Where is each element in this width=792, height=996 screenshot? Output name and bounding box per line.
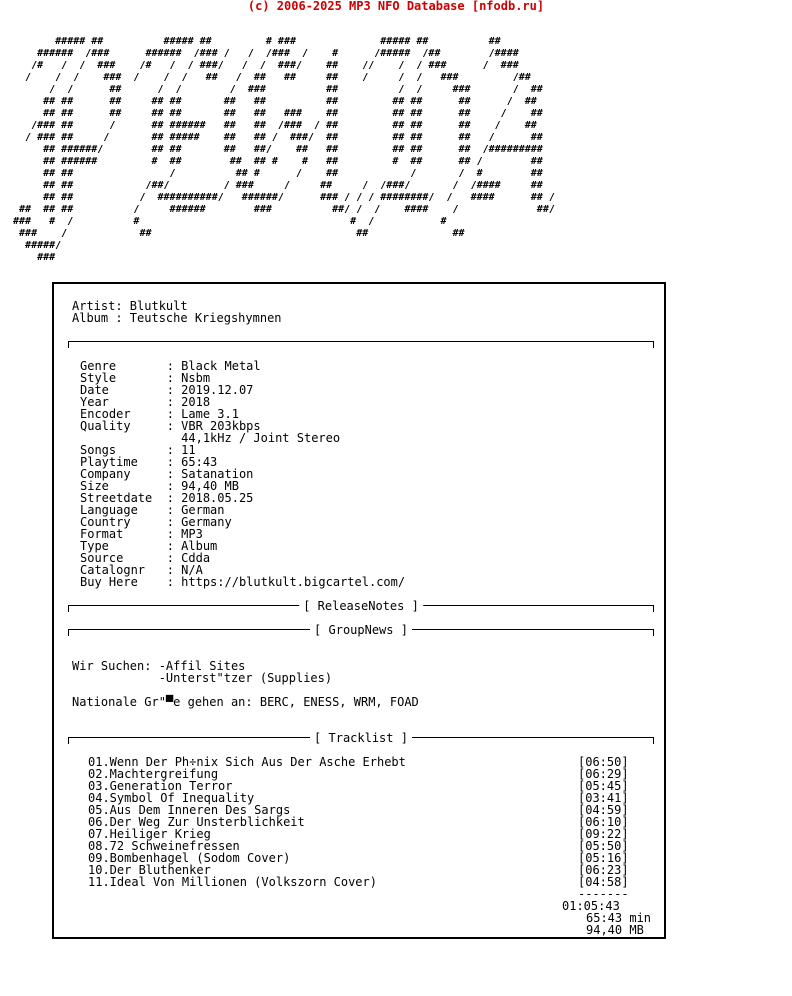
- news-line: Wir Suchen: -Affil Sites: [72, 659, 246, 673]
- ascii-logo: ##### ## ##### ## # ### ##### ## ## ###### /### ###### /### / / /### / # /##### /## /#### /# / / ### /# / / ###/ / / ###/ ## // / / ### / ### / / / ### / / / ## / ## ## ## / / / ### /## / / ## / / / ### ## / / ### / ## ## ## ## ## ## ## ## ## ## ## ## / ## ## ## ## ## ## ## ## ### ## ## ## ## / ## /### ## / ## ###### ## ## /### / ## ## ## ## / ## / ### ## / ## ##### ## ## / ###/ ## ## ## ## / ## ## ######/ ## ## ## ##/ ## ## ## ## ## /######### ## ###### # ## ## ## # # ## # ## ## / ## ## ## / ## # / ## / / # ## ## ## /##/ / ### / ## / /###/ / /#### ## ## ## / ##########/ ######/ ### / / / ########/ / #### ## / ## ## ## / ###### ### ##/ / / #### / ##/ ### # / # # / # ### / ## ## ## #####/ ###: [13, 36, 555, 263]
- total-minutes: 65:43 min: [586, 911, 652, 925]
- info-row: Catalognr : N/A: [80, 563, 203, 577]
- track-title: 07.Heiliger Krieg: [88, 827, 211, 841]
- track-duration: [09:22]: [578, 827, 629, 841]
- track-title: 05.Aus Dem Inneren Des Sargs: [88, 803, 291, 817]
- info-row: Type : Album: [80, 539, 218, 553]
- info-row: Source : Cdda: [80, 551, 211, 565]
- info-row: Company : Satanation: [80, 467, 254, 481]
- track-duration: [03:41]: [578, 791, 629, 805]
- info-row: Country : Germany: [80, 515, 232, 529]
- track-duration: [06:50]: [578, 755, 629, 769]
- tracklist-title: [ Tracklist ]: [310, 732, 412, 744]
- release-notes-separator: [68, 600, 654, 612]
- track-title: 02.Machtergreifung: [88, 767, 219, 781]
- artist-line: Artist: Blutkult: [72, 299, 188, 313]
- group-news-separator: [68, 624, 654, 636]
- info-row: Size : 94,40 MB: [80, 479, 239, 493]
- track-title: 09.Bombenhagel (Sodom Cover): [88, 851, 291, 865]
- info-row: Date : 2019.12.07: [80, 383, 254, 397]
- info-row: Streetdate : 2018.05.25: [80, 491, 254, 505]
- track-duration: [04:59]: [578, 803, 629, 817]
- news-line: Nationale Gr"▀e gehen an: BERC, ENESS, WRM, FOAD: [72, 695, 419, 709]
- track-duration: [05:45]: [578, 779, 629, 793]
- tracklist-separator: [68, 732, 654, 744]
- total-size: 94,40 MB: [586, 923, 644, 937]
- group-news-title: [ GroupNews ]: [310, 624, 412, 636]
- info-row: Encoder : Lame 3.1: [80, 407, 239, 421]
- info-row: Style : Nsbm: [80, 371, 211, 385]
- info-row: Buy Here : https://blutkult.bigcartel.com/: [80, 575, 406, 589]
- track-duration: [05:50]: [578, 839, 629, 853]
- track-title: 11.Ideal Von Millionen (Volkszorn Cover): [88, 875, 377, 889]
- info-row: Songs : 11: [80, 443, 196, 457]
- release-notes-title: [ ReleaseNotes ]: [299, 600, 423, 612]
- album-line: Album : Teutsche Kriegshymnen: [72, 311, 282, 325]
- info-row: Quality : VBR 203kbps: [80, 419, 261, 433]
- info-row: Playtime : 65:43: [80, 455, 218, 469]
- track-duration: [06:29]: [578, 767, 629, 781]
- total-time: 01:05:43: [562, 899, 620, 913]
- info-row: Genre : Black Metal: [80, 359, 261, 373]
- site-header: (c) 2006-2025 MP3 NFO Database [nfodb.ru]: [247, 0, 545, 13]
- track-duration: [04:58]: [578, 875, 629, 889]
- track-title: 01.Wenn Der Ph÷nix Sich Aus Der Asche Erhebt: [88, 755, 406, 769]
- info-row: Language : German: [80, 503, 225, 517]
- track-duration: [06:23]: [578, 863, 629, 877]
- info-row: Format : MP3: [80, 527, 203, 541]
- track-title: 08.72 Schweinefressen: [88, 839, 240, 853]
- info-row: Year : 2018: [80, 395, 211, 409]
- track-title: 10.Der Bluthenker: [88, 863, 211, 877]
- track-title: 06.Der Weg Zur Unsterblichkeit: [88, 815, 305, 829]
- news-line: -Unterst"tzer (Supplies): [72, 671, 333, 685]
- track-duration: [05:16]: [578, 851, 629, 865]
- track-duration: [06:10]: [578, 815, 629, 829]
- info-separator: [68, 336, 654, 348]
- total-rule: -------: [578, 887, 629, 901]
- track-title: 03.Generation Terror: [88, 779, 233, 793]
- info-row: 44,1kHz / Joint Stereo: [80, 431, 341, 445]
- track-title: 04.Symbol Of Inequality: [88, 791, 255, 805]
- nfo-panel: [52, 282, 666, 939]
